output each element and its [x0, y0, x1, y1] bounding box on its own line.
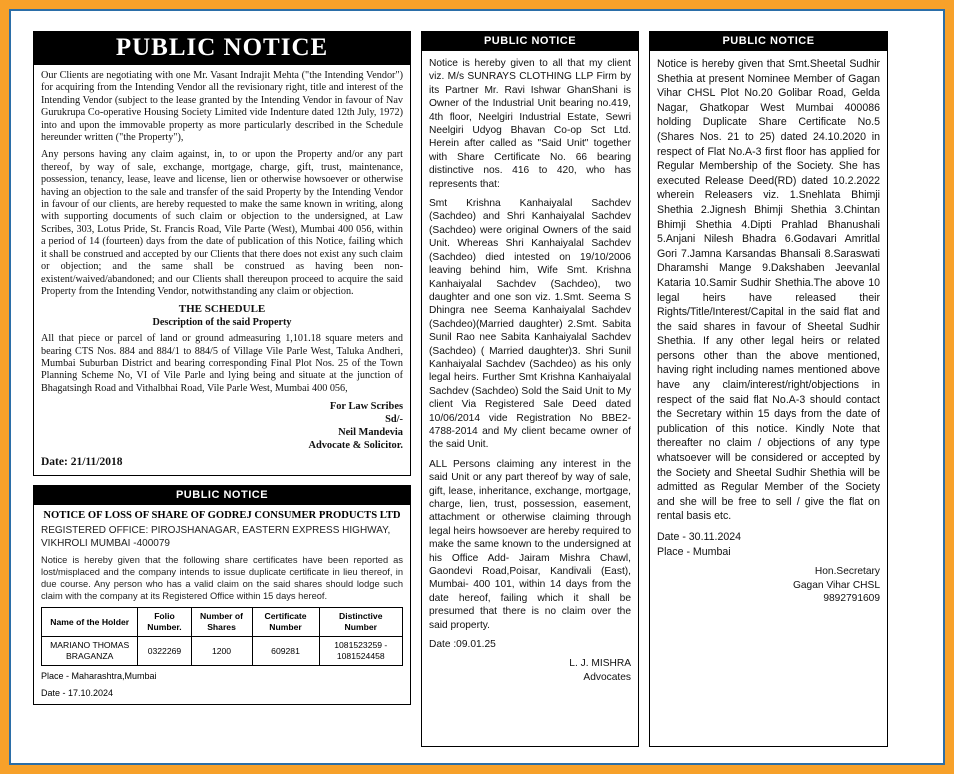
signature-sd: Sd/-	[385, 414, 403, 426]
cell-holder-name: MARIANO THOMAS BRAGANZA	[42, 637, 138, 666]
sunrays-signature-name: L. J. MISHRA	[569, 658, 631, 670]
th-folio-number: Folio Number.	[138, 608, 191, 637]
public-notice-sunrays	[421, 31, 639, 747]
gaganvihar-date: Date - 30.11.2024	[657, 531, 742, 543]
cell-folio-number: 0322269	[138, 637, 191, 666]
table-header-row	[42, 608, 403, 637]
newspaper-page	[33, 31, 925, 747]
sunrays-p1: Notice is hereby given to all that my client viz. M/s SUNRAYS CLOTHING LLP Firm by its Partner Mr. Ravi Ishwar GhanShani is Owner of the Industrial Unit bearing no.419, 4th floor, Neelgiri Industrial Estate, Sewri Neelgiri Udyog Bhavan Co-op Sct Ltd. Herein after called as "Said Unit" together with Share Certificate No. 66 bearing distinctive nos. 416 to 420, who has represents that:	[429, 58, 631, 190]
sunrays-p2: Smt Krishna Kanhaiyalal Sachdev (Sachdeo) and Shri Kanhaiyalal Sachdev (Sachdeo) were original Owners of the said Unit. Whereas Shri Kanhaiyalal Sachdev (Sachdeo) died intested on 19/10/2006 leaving behind him, Wife Smt. Krishna Kanhaiyalal Sachdev (Sachdeo), two daughter and one son viz. 1.Smt. Seema S Dhingra nee Seema Kanhaiyalal Sachdev (Sachdeo)(Married daughter) 2.Smt. Sabita Sunil Rao nee Sabita Kanhaiyalal Sachdev (Sachdeo) ( Married daughter)3. Shri Sunil Kanhaiyalal Sachdev (Sachdeo) as his only legal heirs. Further Smt Krishna Kanhaiyalal Sachdev (Sachdeo) Sold the Said Unit to My client Via Registered Sale Deed dated 10/06/2014 vide Registration No BBE2-4788-2014 and My client became owner of the said Unit.	[429, 198, 631, 451]
godrej-date: Date - 17.10.2024	[41, 688, 114, 699]
sunrays-signature-designation: Advocates	[583, 671, 631, 683]
notice-banner-main: PUBLIC NOTICE	[34, 32, 410, 65]
th-holder-name: Name of the Holder	[42, 608, 138, 637]
table-row	[42, 637, 403, 666]
middle-column	[421, 31, 639, 747]
cell-distinctive-number: 1081523259 - 1081524458	[319, 637, 402, 666]
godrej-paragraph: Notice is hereby given that the following share certificates have been reported as lost/misplaced and the company intends to issue duplicate certificate in lieu thereof, in due course. Any person who has a valid claim on the said shares should lodge such claim with the company at its Registered Office within 15 days hereof.	[41, 554, 403, 602]
th-certificate-number: Certificate Number	[252, 608, 319, 637]
notice-main-body	[34, 65, 410, 475]
share-certificate-table	[41, 607, 403, 666]
sunrays-body	[422, 51, 638, 691]
sunrays-date: Date :09.01.25	[429, 639, 496, 651]
signature-name: Neil Mandevia	[338, 427, 403, 439]
gaganvihar-signature-phone: 9892791609	[823, 593, 880, 605]
gaganvihar-signature	[657, 565, 880, 606]
schedule-subtitle: Description of the said Property	[152, 316, 292, 328]
cell-certificate-number: 609281	[252, 637, 319, 666]
godrej-address-line1: REGISTERED OFFICE: PIROJSHANAGAR, EASTERN EXPRESS HIGHWAY,	[41, 524, 391, 536]
public-notice-main	[33, 31, 411, 476]
th-number-of-shares: Number of Shares	[191, 608, 252, 637]
schedule-title: THE SCHEDULE	[178, 303, 266, 316]
godrej-title: NOTICE OF LOSS OF SHARE OF GODREJ CONSUMER PRODUCTS LTD	[43, 509, 401, 521]
cell-number-of-shares: 1200	[191, 637, 252, 666]
notice-banner-godrej: PUBLIC NOTICE	[34, 486, 410, 505]
public-notice-gaganvihar	[649, 31, 888, 747]
notice-banner-gaganvihar: PUBLIC NOTICE	[650, 32, 887, 51]
notice-main-p2: Any persons having any claim against, in, to or upon the Property and/or any part thereof, by way of sale, exchange, mortgage, charge, gift, trust, maintenance, possession, tenancy, lease, leave and license, lien or otherwise howsoever or otherwise having an objection to the sale and transfer of the said Property by the Intending Vendor in favour of our clients, are hereby requested to make the same known in writing, along with supporting documents of such claim or objection to the undersigned, at Law Scribes, 303, Lotus Pride, St. Francis Road, Vile Parte (West), Mumbai 400 056, within a period of 14 (fourteen) days from the date of publication of this Notice, failing which it shall be construed and accepted by our Clients that there does not exist any such claim or objection; and the same shall be construed as having been non-existent/waived/abandoned; and our Clients shall thereupon proceed to acquire the said Property from the Intending Vendor, notwithstanding any claim or objection.	[41, 149, 403, 297]
right-column	[649, 31, 888, 747]
gaganvihar-p1: Notice is hereby given that Smt.Sheetal Sudhir Shethia at present Nominee Member of Gagan Vihar CHSL Plot No.20 Golibar Road, Gelda Nagar, Ghatkopar West Mumbai 400086 holding Duplicate Share Certificate No.5 (Shares Nos. 21 to 25) dated 24.10.2020 in respect of Flat No.A-3 first floor has applied for Regular Membership of the Society. She has executed Release Deed(RD) dated 10.2.2022 wherein Releasers viz. 1.Snehlata Bhimji Shethia 2.Jignesh Bhimji Shethia 3.Chintan Bhimji Shethia 4.Dipti Prahlad Bhanushali 5.Anjani Nilesh Bhadra 6.Godavari Amritlal Gori 7.Jamna Karsandas Bhansali 8.Saraswati Dharamshi Mange 9.Dakshaben Jeevanlal Kataria 10.Samir Sudhir Shethia.The above 10 legal heirs have released their Rights/Title/Interest/Capital in the said flat and the said shares in favour of Sheetal Sudhir Shethia. If any other legal heirs or related persons other than the above mentioned, having right including names mentioned above have any claim/interest/right/objections in respect of the said flat No.A-3 should contact the Secretary within 15 days from the date of publication of this notice. Kindly Note that thereafter no claim / objections of any type whatsoever will be considered or accepted by the Society and Sheetal Sudhir Shethia will be admitted as Regular Member of the Society and she will be free to sell / give the flat on rental basis etc.	[657, 58, 880, 523]
sunrays-signature	[429, 657, 631, 684]
gaganvihar-signature-society: Gagan Vihar CHSL	[792, 579, 880, 591]
gaganvihar-signature-designation: Hon.Secretary	[814, 566, 880, 578]
notice-main-p1: Our Clients are negotiating with one Mr. Vasant Indrajit Mehta ("the Intending Vendor") for acquiring from the Intending Vendor all the revisionary right, title and interest of the Intending Vendor (subject to the lease granted by the Intending Vendor in favour of Nav Gurukrupa Co-operative Housing Society Limited vide Indenture dated 12th July, 1972) into and upon the immovable property as more particularly described in the Schedule hereunder written ("the Property"),	[41, 70, 403, 144]
notice-banner-sunrays: PUBLIC NOTICE	[422, 32, 638, 51]
gaganvihar-place: Place - Mumbai	[657, 545, 731, 558]
page-frame	[9, 9, 945, 765]
th-distinctive-number: Distinctive Number	[319, 608, 402, 637]
gaganvihar-body	[650, 51, 887, 613]
signature-designation: Advocate & Solicitor.	[308, 440, 403, 452]
schedule-body: All that piece or parcel of land or ground admeasuring 1,101.18 square meters and bearing CTS Nos. 884 and 884/1 to 884/5 of Village Vile Parle West, Taluka Andheri, Mumbai Suburban District and bearing corresponding Final Plot Nos. 25 of the Town Planning Scheme No, VI of Vile Parle and lying being and situate at the junction of Bhagatsingh Road and Vithalbhai Road, Vile Parle West, Mumbai 400 056,	[41, 333, 403, 394]
notice-main-date: Date: 21/11/2018	[41, 456, 123, 469]
godrej-address-line2: VIKHROLI MUMBAI -400079	[41, 537, 170, 549]
left-column	[33, 31, 411, 747]
sunrays-p3: ALL Persons claiming any interest in the said Unit or any part thereof by way of sale, gift, lease, inheritance, exchange, mortgage, charge, lien, trust, possession, easement, attachment or otherwise claiming through legal heirs howsoever are hereby required to make the same known to the undersigned at his Office Add- Jairam Mishra Chawl, Gaondevi Road,Poisar, Kandivali (East), Mumbai- 400 101, within 14 days from the date hereof, failing which it shall be presumed that there is no claim over the said property.	[429, 458, 631, 631]
public-notice-godrej	[33, 485, 411, 706]
signature-firm: For Law Scribes	[329, 401, 403, 413]
signature-block-main	[41, 400, 403, 452]
godrej-place: Place - Maharashtra,Mumbai	[41, 671, 157, 682]
